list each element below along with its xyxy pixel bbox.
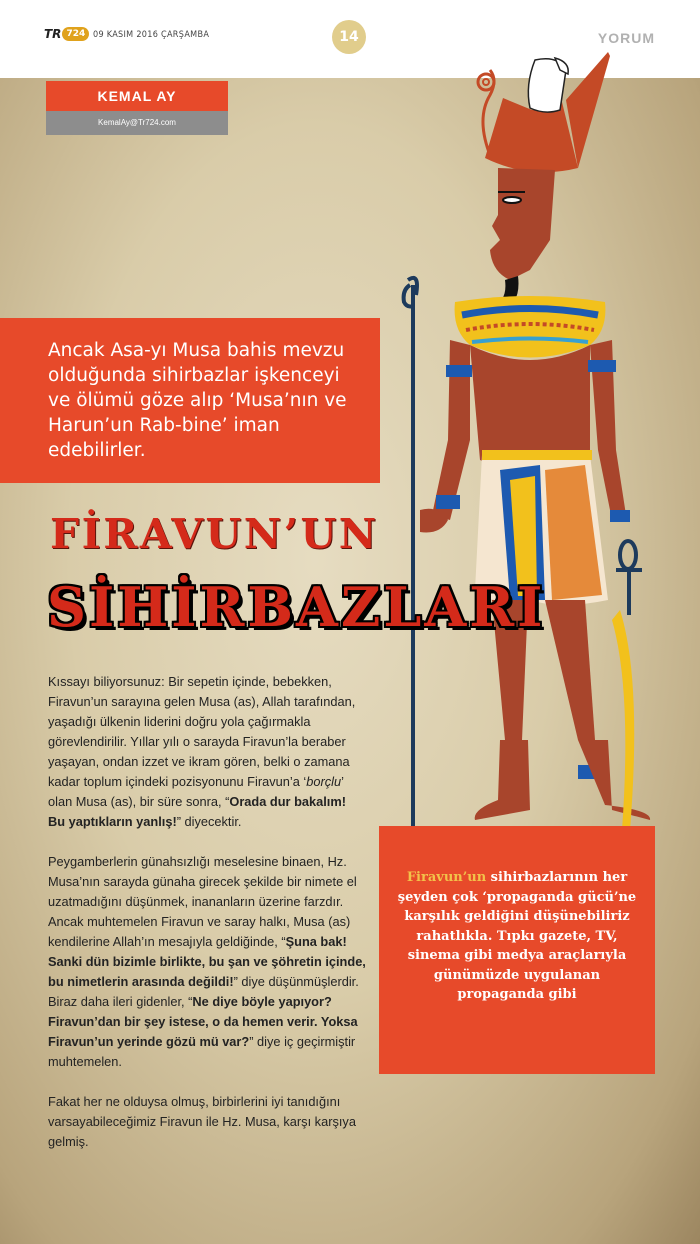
pharaoh-illustration [380,40,680,840]
paragraph-2: Peygamberlerin günahsızlığı meselesine binaen, Hz. Musa’nın sarayda günaha girecek şekilde bir nimete el uzatmadığını düşünmek, inananların üzerine farzdır. Ancak muhtemelen Firavun ve saray halkı, Musa (as) kendilerine Allah’ın mesajıyla geldiğinde, “Şuna bak! Sanki dün bizimle birlikte, bu şan ve şöhretin içinde, bu nimetlerin arasında değildi!” diye düşünmüşlerdir. Biraz daha ileri gidenler, “Ne diye böyle yapıyor? Firavun’dan bir şey istese, o da hemen verir. Yoksa Firavun’un yerinde gözü mü var?” diye iç geçirmiştir muhtemelen. [48,854,366,1069]
article-body [48,672,366,1172]
issue-date: 09 KASIM 2016 ÇARŞAMBA [93,30,210,40]
author-name: KEMAL AY [46,81,228,111]
box-text: sihirbazlarının her şeyden çok ‘propaganda gücü’ne karşılık geldiğini düşünebiliriz rahatlıkla. Tıpkı gazete, TV, sinema gibi medya araçlarıyla günümüzde uygulanan propaganda gibi [397,870,637,1002]
tr724-logo [44,27,89,41]
title-line-2: SİHİRBAZLARI [47,575,546,639]
logo-tr: TR [44,27,62,41]
logo-number: 724 [62,27,89,41]
section-label: YORUM [597,30,655,46]
title-line-1: FİRAVUN’UN [50,510,379,558]
paragraph-3: Fakat her ne olduysa olmuş, birbirlerini iyi tanıdığını varsayabileceğimiz Firavun ile Hz. Musa, karşı karşıya gelmiş. [48,1094,356,1149]
page-number: 14 [332,20,366,54]
highlight-box [379,826,655,1074]
paragraph-1: Kıssayı biliyorsunuz: Bir sepetin içinde, bebekken, Firavun’un sarayına gelen Musa (as), Allah tarafından, yaşadığı ülkenin liderini doğru yola çağırmakla görevlendirilir. Yıllar yılı o sarayda Firavun’la beraber yaşayan, ondan izzet ve ikram gören, belki o zamana kadar toplum içindeki pozisyonunu Firavun’a ‘borçlu’ olan Musa (as), bir süre sonra, “Orada dur bakalım! Bu yaptıkların yanlış!” diyecektir. [48,674,356,829]
author-email[interactable]: KemalAy@Tr724.com [46,111,228,135]
pull-quote: Ancak Asa-yı Musa bahis mevzu olduğunda sihirbazlar işkenceyi ve ölümü göze alıp ‘Musa’nın ve Harun’un Rab-bine’ iman edebilirler. [0,318,380,483]
box-highlight: Firavun’un [406,870,487,885]
